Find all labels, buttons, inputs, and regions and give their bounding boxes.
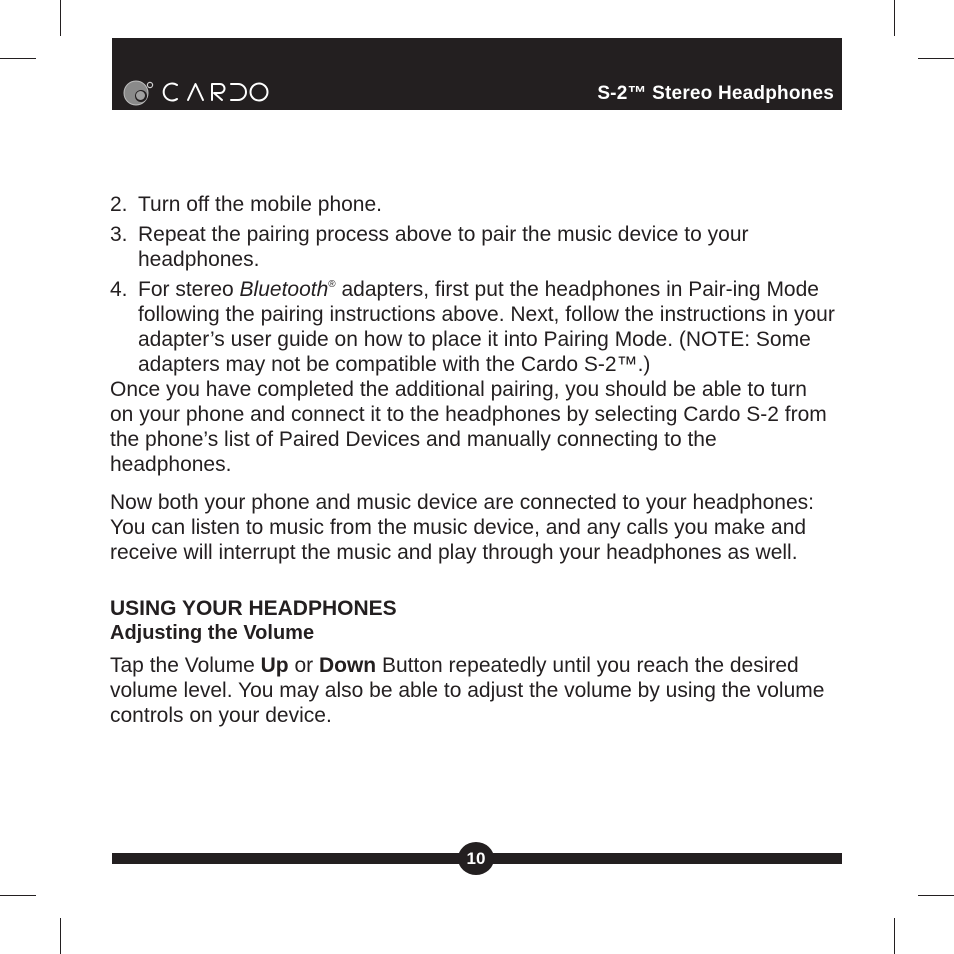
volume-text-3: Button repeatedly until you reach the desired volume level. You may also be able to adjust the volume by using the volume controls on your device. bbox=[110, 654, 825, 727]
paragraph-devices-connected: Now both your phone and music device are connected to your headphones: You can listen to music from the music device, and any calls you make and receive will interrupt the music and play through your headphones as well. bbox=[110, 491, 814, 564]
list-item-text: Turn off the mobile phone. bbox=[138, 193, 382, 216]
volume-up-label: Up bbox=[260, 654, 289, 677]
crop-mark-bottom-left-horizontal bbox=[0, 895, 36, 896]
crop-mark-top-right-horizontal bbox=[918, 58, 954, 59]
page-header bbox=[112, 38, 842, 110]
page-content bbox=[110, 192, 835, 741]
volume-text-1: Tap the Volume bbox=[110, 654, 261, 677]
section-subheading: Adjusting the Volume bbox=[110, 622, 315, 644]
list-item bbox=[110, 192, 835, 217]
list-item-text-post: adapters, first put the headphones in Pair-ing Mode following the pairing instructions above. Next, follow the instructions in your adapter’s user guide on how to place it into Pairing Mode. (NOTE: Some adapters may not be compatible with the Cardo S-2™.) bbox=[138, 278, 835, 376]
paragraph-volume-instructions bbox=[110, 653, 835, 728]
list-item-number: 4. bbox=[110, 278, 128, 301]
crop-mark-bottom-right-horizontal bbox=[918, 895, 954, 896]
cardo-wordmark-letters bbox=[160, 81, 272, 103]
crop-mark-top-left-vertical bbox=[60, 0, 61, 36]
list-item-number: 2. bbox=[110, 193, 128, 216]
paragraph-pairing-complete: Once you have completed the additional pairing, you should be able to turn on your phone and connect it to the headphones by selecting Cardo S-2 from the phone’s list of Paired Devices and manually connecting to the headphones. bbox=[110, 378, 827, 476]
cardo-logo bbox=[122, 76, 272, 108]
page-number: 10 bbox=[458, 842, 494, 875]
header-title: S-2™ Stereo Headphones bbox=[597, 83, 834, 104]
list-item-text: Repeat the pairing process above to pair the music device to your headphones. bbox=[138, 223, 749, 271]
cardo-logo-icon bbox=[122, 77, 156, 107]
crop-mark-top-left-horizontal bbox=[0, 58, 36, 59]
volume-down-label: Down bbox=[318, 654, 377, 677]
crop-mark-bottom-right-vertical bbox=[894, 918, 895, 954]
list-item-text-pre: For stereo bbox=[138, 278, 240, 301]
crop-mark-top-right-vertical bbox=[894, 0, 895, 36]
list-item bbox=[110, 277, 835, 377]
crop-mark-bottom-left-vertical bbox=[60, 918, 61, 954]
list-item-number: 3. bbox=[110, 223, 128, 246]
bluetooth-term: Bluetooth bbox=[239, 278, 329, 301]
section-heading: USING YOUR HEADPHONES bbox=[110, 597, 397, 620]
registered-mark: ® bbox=[328, 279, 336, 290]
volume-text-2: or bbox=[288, 654, 319, 677]
cardo-wordmark bbox=[160, 81, 272, 103]
list-item bbox=[110, 222, 835, 272]
